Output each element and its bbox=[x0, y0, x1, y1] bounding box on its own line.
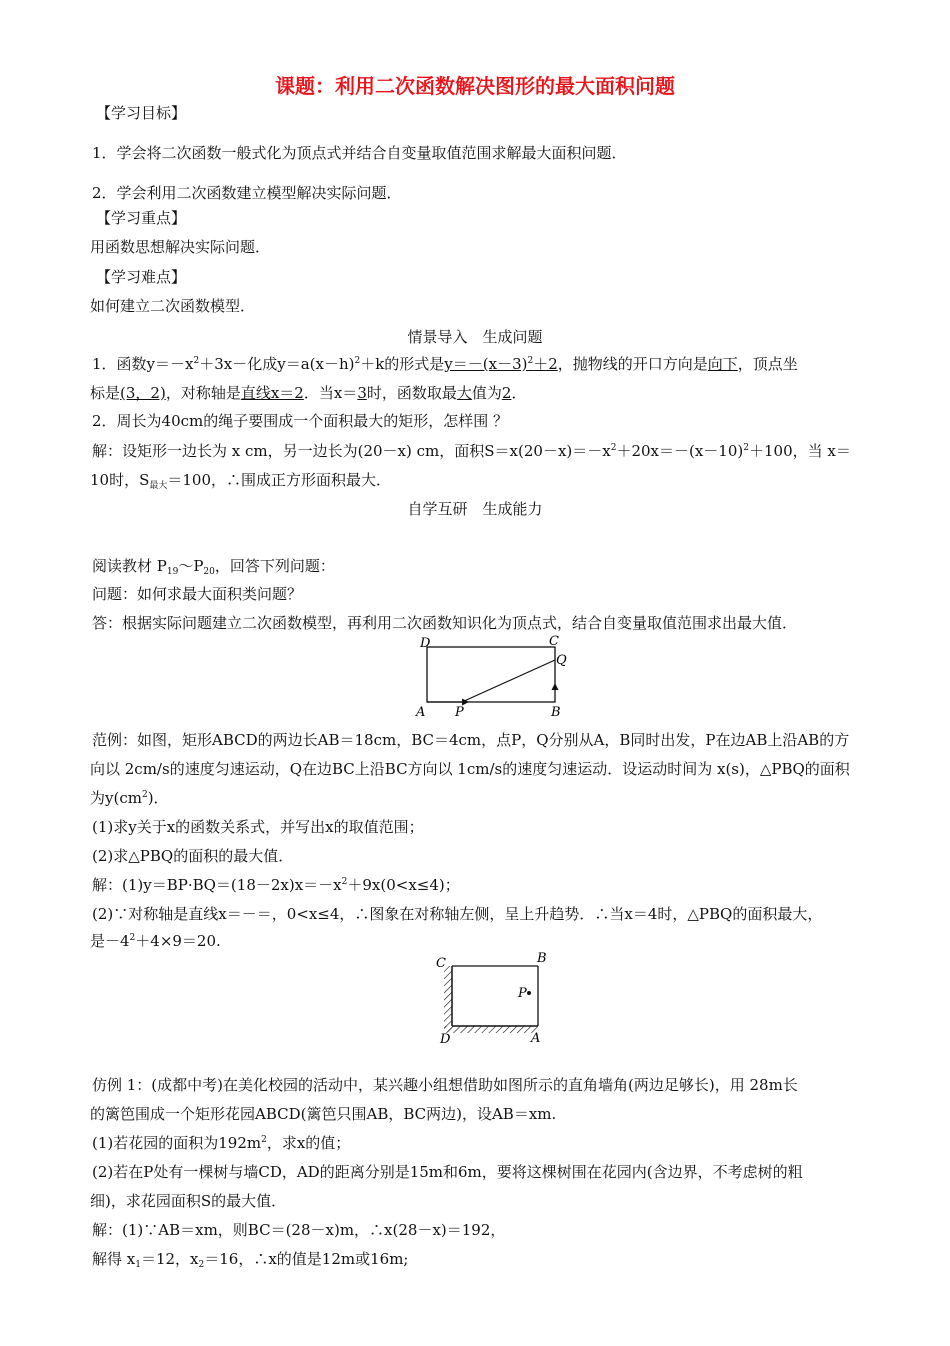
label-c: C bbox=[436, 956, 446, 971]
label-b: B bbox=[537, 951, 547, 966]
label-a: A bbox=[531, 1031, 541, 1045]
label-p: P bbox=[455, 705, 464, 720]
example-solution-2: (2)∵对称轴是直线x＝－＝，0<x≤4，∴图象在对称轴左侧，呈上升趋势．∴当x＝4时，△PBQ的面积最大， bbox=[92, 905, 823, 923]
question-1-line-1: 1．函数$y=-x^2+3x-$化成$y=a(x-h)^2+k$的形式是$y=-(x-3)^2+2$，抛物线的开口方向是向下，顶点坐 bbox=[92, 355, 798, 373]
exercise-1-line-2: 的篱笆围成一个矩形花园ABCD(篱笆只围AB，BC两边)，设AB＝xm. bbox=[90, 1105, 557, 1123]
example-solution-1: 解：$(1)y=BP\cdot BQ=(18-2x)x=-x^2+9x(0<x\le 4)$； bbox=[92, 876, 460, 894]
label-c: C bbox=[549, 634, 559, 649]
wall-corner-figure bbox=[430, 950, 550, 1045]
page-title: 课题：利用二次函数解决图形的最大面积问题 bbox=[275, 74, 675, 98]
example-q2: (2)求△PBQ的面积的最大值． bbox=[92, 847, 294, 865]
section-difficulty-heading: 【学习难点】 bbox=[96, 268, 187, 286]
label-p: P bbox=[518, 986, 527, 1001]
label-d: D bbox=[440, 1032, 451, 1045]
question-2-solution-1: 解：设矩形一边长为 x cm，另一边长为(20－x) cm，面积$S=x(20-x)=-x^2+20x=-(x-10)^2+100$，当 x＝ bbox=[92, 442, 851, 460]
exercise-1-q2-line-1: (2)若在P处有一棵树与墙CD，AD的距离分别是15m和6m，要将这棵树围在花园内(含边界，不考虑树的粗 bbox=[92, 1163, 803, 1181]
section-focus-heading: 【学习重点】 bbox=[96, 209, 187, 227]
question-1-line-2: 标是(3，2)，对称轴是直线x＝2．当x＝3时，函数取最大值为2． bbox=[90, 384, 527, 402]
example-line-2: 向以 2cm/s的速度匀速运动，Q在边BC上沿BC方向以 1cm/s的速度匀速运动．设运动时间为 x(s)，△PBQ的面积 bbox=[90, 760, 850, 778]
difficulty-text: 如何建立二次函数模型． bbox=[90, 297, 256, 315]
question-2-solution-2: 10时，$S_{最大}=100$，∴围成正方形面积最大． bbox=[90, 471, 392, 491]
example-q1: (1)求y关于x的函数关系式，并写出x的取值范围； bbox=[92, 818, 424, 836]
exercise-1-q2-line-2: 细)，求花园面积S的最大值． bbox=[90, 1192, 287, 1210]
goal-1: 1．学会将二次函数一般式化为顶点式并结合自变量取值范围求解最大面积问题． bbox=[92, 144, 627, 162]
heading-self-study: 自学互研 生成能力 bbox=[407, 500, 543, 518]
answer-text: 答：根据实际问题建立二次函数模型，再利用二次函数知识化为顶点式，结合自变量取值范围求出最大值． bbox=[92, 614, 798, 632]
heading-scenario: 情景导入 生成问题 bbox=[407, 328, 543, 346]
exercise-1-line-1: 仿例 1：(成都中考)在美化校园的活动中，某兴趣小组想借助如图所示的直角墙角(两边足够长)，用 28m长 bbox=[92, 1076, 798, 1094]
goal-2: 2．学会利用二次函数建立模型解决实际问题． bbox=[92, 184, 402, 202]
question-2: 2．周长为40cm的绳子要围成一个面积最大的矩形，怎样围 ？ bbox=[92, 412, 509, 430]
example-line-3: 为$y(cm^2)$． bbox=[90, 789, 169, 807]
example-line-1: 范例：如图，矩形ABCD的两边长AB＝18cm，BC＝4cm，点P，Q分别从A，B同时出发，P在边AB上沿AB的方 bbox=[92, 731, 850, 749]
question-text: 问题：如何求最大面积类问题？ bbox=[92, 585, 303, 603]
exercise-1-solution-1: 解：(1)∵AB＝xm，则BC＝(28－x)m，∴x(28－x)＝192， bbox=[92, 1221, 506, 1239]
section-goal-heading: 【学习目标】 bbox=[96, 104, 187, 122]
example-solution-3: 是$-4^2+4\times 9=20$. bbox=[90, 932, 221, 950]
exercise-1-q1: (1)若花园的面积为$192m^2$，求x的值； bbox=[92, 1134, 351, 1152]
label-q: Q bbox=[556, 653, 567, 668]
label-a: A bbox=[416, 705, 426, 720]
label-d: D bbox=[420, 636, 431, 651]
rectangle-abcd-figure bbox=[410, 632, 570, 722]
reading-instruction: 阅读教材 $P_{19}\sim P_{20}$，回答下列问题： bbox=[92, 557, 335, 577]
focus-text: 用函数思想解决实际问题． bbox=[90, 238, 271, 256]
label-b: B bbox=[551, 705, 561, 720]
exercise-1-solution-2: 解得 $x_1=12$，$x_2=16$，∴x的值是12m或16m; bbox=[92, 1250, 409, 1270]
